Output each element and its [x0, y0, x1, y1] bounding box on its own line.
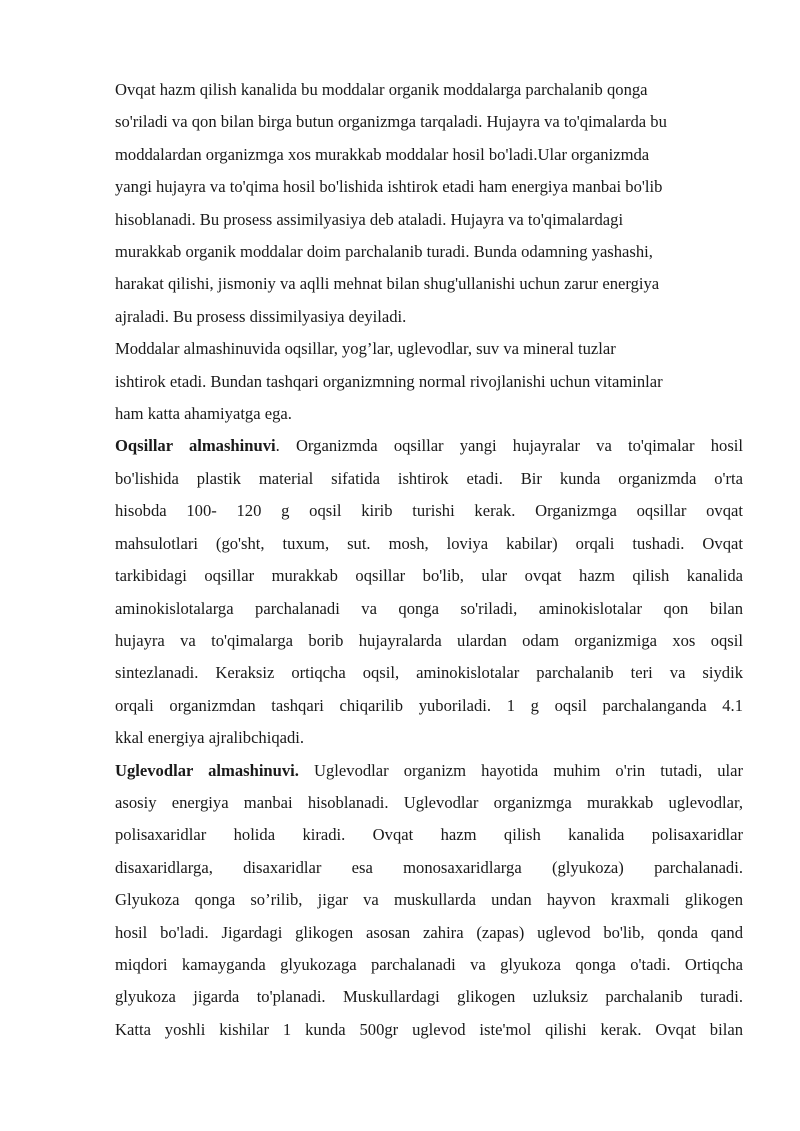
text-line: harakat qilishi, jismoniy va aqlli mehnat bilan shug'ullanishi uchun zarur energiya — [115, 274, 660, 294]
text-line: sintezlanadi. Keraksiz ortiqcha oqsil, aminokislotalar parchalanib teri va siydik — [115, 663, 743, 683]
text-line: Moddalar almashinuvida oqsillar, yog’lar, uglevodlar, suv va mineral tuzlar — [115, 339, 616, 359]
text-line: Glyukoza qonga so’rilib, jigar va muskullarda undan hayvon kraxmali glikogen — [115, 890, 743, 910]
text-line — [115, 755, 743, 787]
text-line: miqdori kamayganda glyukozaga parchalanadi va glyukoza qonga o'tadi. Ortiqcha — [115, 954, 743, 974]
text-run: Uglevodlar organizm hayotida muhim o'rin tutadi, ular — [298, 760, 743, 780]
section-heading: Uglevodlar almashinuvi. — [115, 760, 299, 780]
text-line: ham katta ahamiyatga ega. — [115, 404, 292, 424]
text-line: so'riladi va qon bilan birga butun organizmga tarqaladi. Hujayra va to'qimalarda bu — [115, 112, 667, 132]
document-page — [115, 74, 743, 1046]
text-line: disaxaridlarga, disaxaridlar esa monosaxaridlarga (glyukoza) parchalanadi. — [115, 857, 743, 877]
text-line: glyukoza jigarda to'planadi. Muskullardagi glikogen uzluksiz parchalanib turadi. — [115, 987, 743, 1007]
text-line: Katta yoshli kishilar 1 kunda 500gr uglevod iste'mol qilishi kerak. Ovqat bilan — [115, 1019, 743, 1039]
text-line: moddalardan organizmga xos murakkab moddalar hosil bo'ladi.Ular organizmda — [115, 144, 650, 164]
text-line: mahsulotlari (go'sht, tuxum, sut. mosh, loviya kabilar) orqali tushadi. Ovqat — [115, 533, 743, 553]
text-line: ajraladi. Bu prosess dissimilyasiya deyiladi. — [115, 306, 407, 326]
text-line: polisaxaridlar holida kiradi. Ovqat hazm qilish kanalida polisaxaridlar — [115, 825, 743, 845]
text-line: hisobda 100- 120 g oqsil kirib turishi kerak. Organizmga oqsillar ovqat — [115, 501, 743, 521]
paragraph-assimilation — [115, 74, 743, 333]
text-line: tarkibidagi oqsillar murakkab oqsillar bo'lib, ular ovqat hazm qilish kanalida — [115, 566, 743, 586]
text-line: bo'lishida plastik material sifatida ishtirok etadi. Bir kunda organizmda o'rta — [115, 468, 743, 488]
paragraph-carbohydrate-metabolism — [115, 755, 743, 1047]
text-run: . Organizmda oqsillar yangi hujayralar va to'qimalar hosil — [275, 436, 744, 456]
section-heading: Oqsillar almashinuvi — [115, 436, 276, 456]
text-line: asosiy energiya manbai hisoblanadi. Uglevodlar organizmga murakkab uglevodlar, — [115, 792, 743, 812]
text-line: murakkab organik moddalar doim parchalanib turadi. Bunda odamning yashashi, — [115, 242, 653, 262]
text-line: orqali organizmdan tashqari chiqarilib yuboriladi. 1 g oqsil parchalanganda 4.1 — [115, 695, 743, 715]
text-line: Ovqat hazm qilish kanalida bu moddalar organik moddalarga parchalanib qonga — [115, 80, 648, 99]
text-line: hisoblanadi. Bu prosess assimilyasiya deb ataladi. Hujayra va to'qimalardagi — [115, 209, 624, 229]
text-line: kkal energiya ajralibchiqadi. — [115, 728, 305, 748]
text-line: hujayra va to'qimalarga borib hujayralarda ulardan odam organizmiga xos oqsil — [115, 630, 743, 650]
paragraph-metabolism-components — [115, 333, 743, 430]
text-line: hosil bo'ladi. Jigardagi glikogen asosan zahira (zapas) uglevod bo'lib, qonda qand — [115, 922, 743, 942]
text-line: yangi hujayra va to'qima hosil bo'lishida ishtirok etadi ham energiya manbai bo'lib — [115, 177, 663, 197]
text-line — [115, 430, 743, 462]
text-line: aminokislotalarga parchalanadi va qonga so'riladi, aminokislotalar qon bilan — [115, 598, 743, 618]
text-line: ishtirok etadi. Bundan tashqari organizmning normal rivojlanishi uchun vitaminlar — [115, 371, 663, 391]
paragraph-protein-metabolism — [115, 430, 743, 754]
